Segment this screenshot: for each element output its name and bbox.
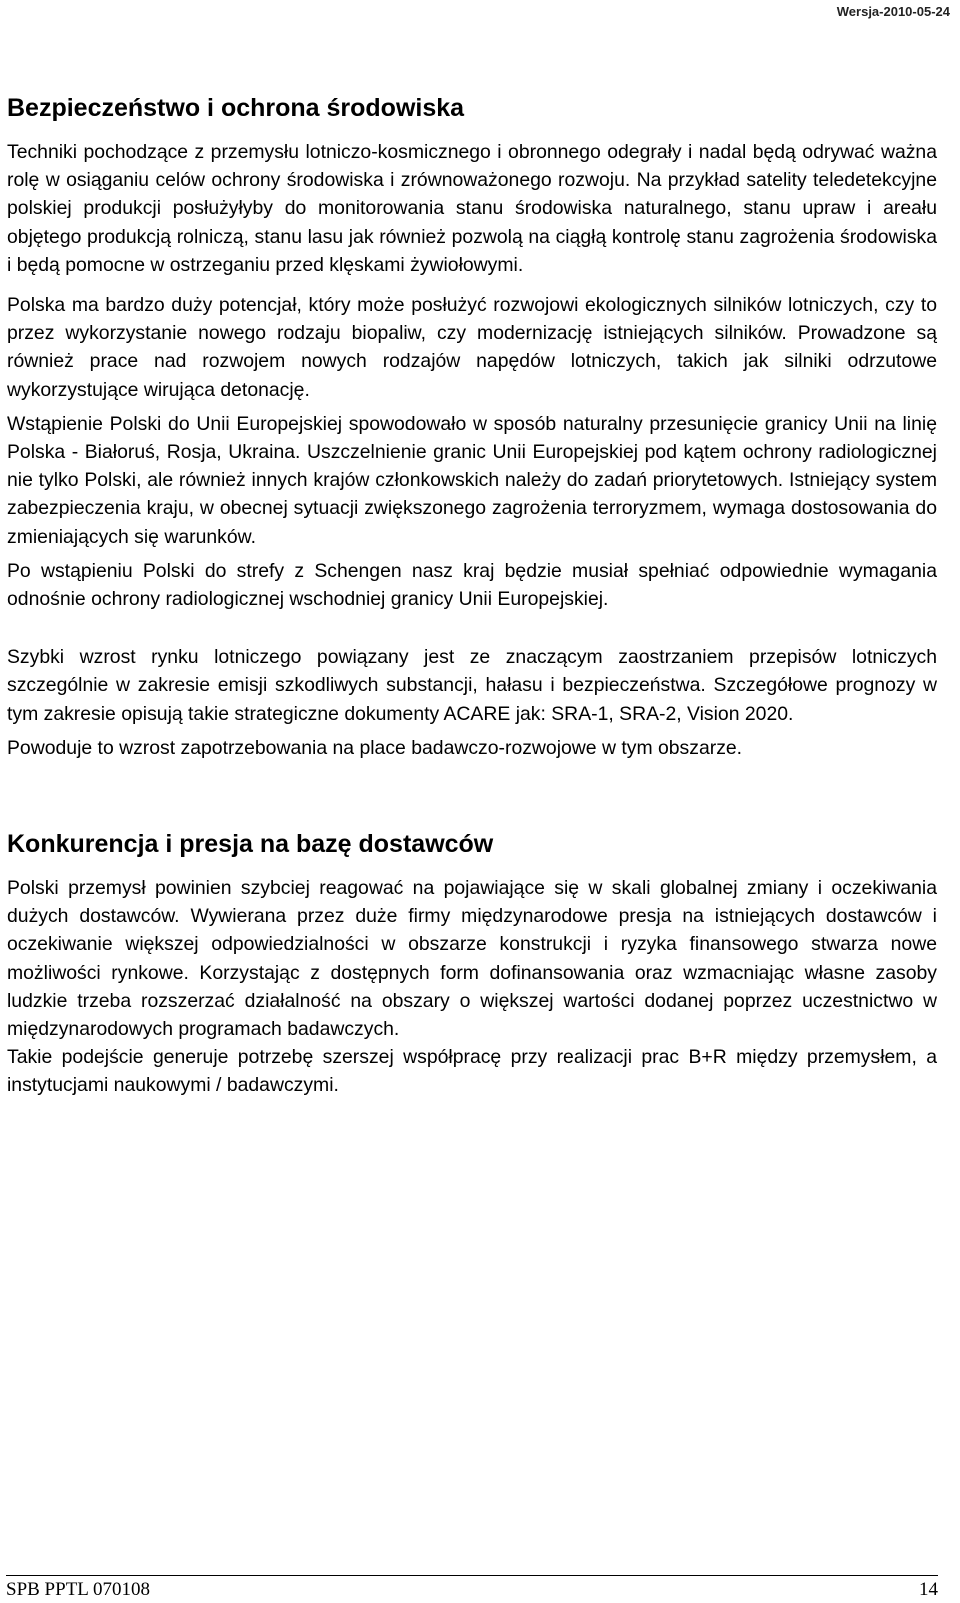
page-number: 14 [919,1579,938,1600]
paragraph: Polski przemysł powinien szybciej reagować na pojawiające się w skali globalnej zmiany i oczekiwania dużych dostawców. Wywierana przez duże firmy międzynarodowe presja na istniejących dostawców i oczekiwanie większej odpowiedzialności w obszarze konstrukcji i ryzyka finansowego stwarza nowe możliwości rynkowe. Korzystając z dostępnych form dofinansowania oraz wzmacniając własne zasoby ludzkie trzeba rozszerzać działalność na obszary o większej wartości dodanej poprzez uczestnictwo w międzynarodowych programach badawczych. [7,877,937,1041]
paragraph: Powoduje to wzrost zapotrzebowania na place badawczo-rozwojowe w tym obszarze. [7,736,743,759]
paragraph: Po wstąpieniu Polski do strefy z Schengen nasz kraj będzie musiał spełniać odpowiednie wymagania odnośnie ochrony radiologicznej wschodniej granicy Unii Europejskiej. [7,559,937,611]
version-stamp: Wersja-2010-05-24 [836,4,950,19]
paragraph: Techniki pochodzące z przemysłu lotniczo-kosmicznego i obronnego odegrały i nadal będą odrywać ważna rolę w osiąganiu celów ochrony środowiska i zrównoważonego rozwoju. Na przykład satelity teledetekcyjne polskiej produkcji posłużyłyby do monitorowania stanu środowiska naturalnego, stanu upraw i areału objętego produkcją rolniczą, stanu lasu jak również pozwolą na ciągłą kontrolę stanu zagrożenia środowiska i będą pomocne w ostrzeganiu przed klęskami żywiołowymi. [7,141,937,276]
section-heading-safety: Bezpieczeństwo i ochrona środowiska [7,94,465,122]
paragraph: Polska ma bardzo duży potencjał, który może posłużyć rozwojowi ekologicznych silników lotniczych, czy to przez wykorzystanie nowego rodzaju biopaliw, czy modernizację istniejących silników. Prowadzone są również prace nad rozwojem nowych rodzajów napędów lotniczych, takich jak silniki odrzutowe wykorzystujące wirująca detonację. [7,294,937,401]
paragraph: Szybki wzrost rynku lotniczego powiązany jest ze znaczącym zaostrzaniem przepisów lotniczych szczególnie w zakresie emisji szkodliwych substancji, hałasu i bezpieczeństwa. Szczegółowe prognozy w tym zakresie opisują takie strategiczne dokumenty ACARE jak: SRA-1, SRA-2, Vision 2020. [7,646,937,725]
paragraph: Wstąpienie Polski do Unii Europejskiej spowodowało w sposób naturalny przesunięcie granicy Unii na linię Polska - Białoruś, Rosja, Ukraina. Uszczelnienie granic Unii Europejskiej pod kątem ochrony radiologicznej nie tylko Polski, ale również innych krajów członkowskich należy do zadań priorytetowych. Istniejący system zabezpieczenia kraju, w obecnej sytuacji zwiększonego zagrożenia terroryzmem, wymaga dostosowania do zmieniających się warunków. [7,412,937,548]
page-footer [6,1575,938,1601]
document-id: SPB PPTL 070108 [6,1579,150,1600]
paragraph: Takie podejście generuje potrzebę szerszej współpracę przy realizacji prac B+R między przemysłem, a instytucjami naukowymi / badawczymi. [7,1046,937,1097]
section-heading-competition: Konkurencja i presja na bazę dostawców [7,830,494,859]
document-body [7,88,937,1100]
